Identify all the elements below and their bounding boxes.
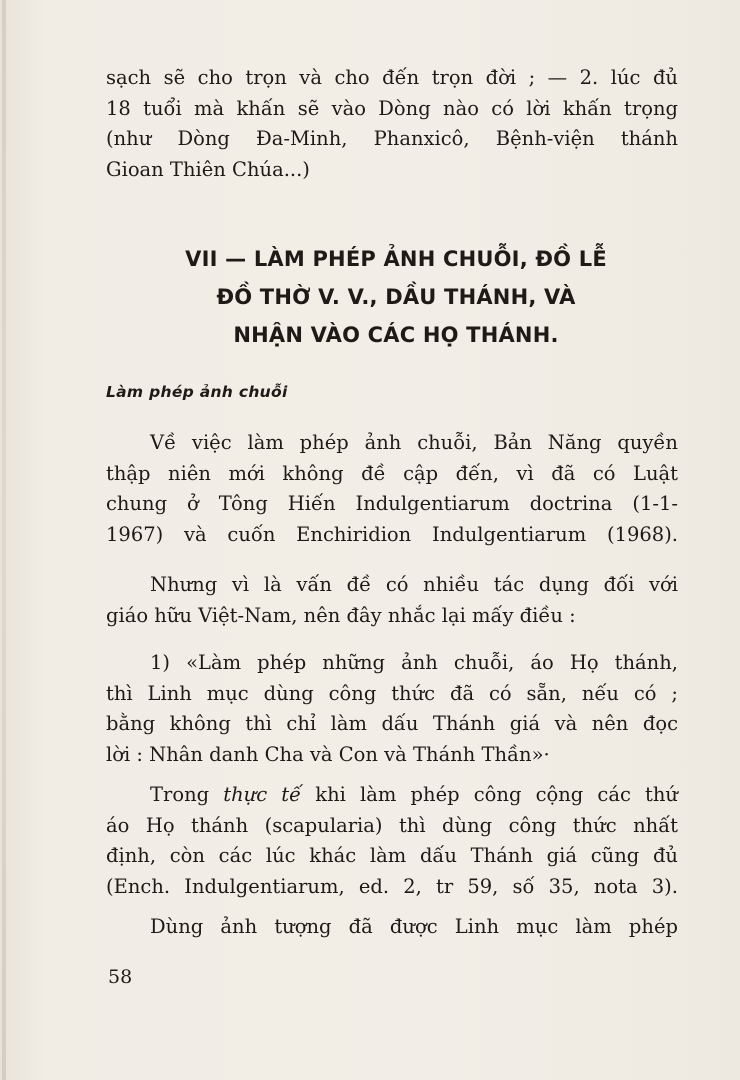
- text-line: lời : Nhân danh Cha và Con và Thánh Thần»·: [106, 742, 550, 766]
- text-line: Gioan Thiên Chúa...): [106, 157, 310, 181]
- italic-phrase: thực tế: [223, 783, 302, 806]
- text-line: định, còn các lúc khác làm dấu Thánh giá cũng đủ: [106, 844, 678, 867]
- section-heading: [106, 240, 686, 354]
- text-line: giáo hữu Việt-Nam, nên đây nhắc lại mấy điều :: [106, 603, 576, 627]
- text-line: (Ench. Indulgentiarum, ed. 2, tr 59, số 35, nota 3).: [106, 874, 678, 898]
- paragraph-3: [106, 648, 678, 770]
- text-line: Về việc làm phép ảnh chuỗi, Bản Năng quyền: [150, 431, 678, 454]
- heading-line: VII — LÀM PHÉP ẢNH CHUỖI, ĐỒ LỄ: [185, 247, 607, 271]
- text-run: khi làm phép công cộng các thứ: [301, 783, 678, 806]
- text-line: (như Dòng Đa-Minh, Phanxicô, Bệnh-viện thánh: [106, 127, 678, 150]
- page-gutter-shadow: [2, 0, 6, 1080]
- text-line: 1967) và cuốn Enchiridion Indulgentiarum (1968).: [106, 522, 678, 546]
- text-line: thập niên mới không đề cập đến, vì đã có Luật: [106, 461, 678, 485]
- text-line: thì Linh mục dùng công thức đã có sẵn, nếu có ;: [106, 681, 678, 705]
- text-line: Nhưng vì là vấn đề có nhiều tác dụng đối với: [150, 573, 678, 596]
- text-line: [106, 780, 678, 811]
- subheading: Làm phép ảnh chuỗi: [106, 383, 288, 401]
- text-line: Dùng ảnh tượng đã được Linh mục làm phép: [150, 915, 678, 938]
- text-line: áo Họ thánh (scapularia) thì dùng công thức nhất: [106, 813, 678, 837]
- paragraph-5: [106, 912, 678, 943]
- paragraph-4: [106, 780, 678, 902]
- text-line: 1) «Làm phép những ảnh chuỗi, áo Họ thánh,: [150, 651, 678, 674]
- text-line: chung ở Tông Hiến Indulgentiarum doctrina (1-1-: [106, 492, 678, 515]
- text-line: sạch sẽ cho trọn và cho đến trọn đời ; — 2. lúc đủ: [106, 66, 678, 89]
- heading-line: NHẬN VÀO CÁC HỌ THÁNH.: [233, 323, 559, 347]
- text-run: Trong: [150, 783, 224, 806]
- paragraph-1: [106, 428, 678, 550]
- intro-paragraph: [106, 63, 678, 185]
- text-line: 18 tuổi mà khấn sẽ vào Dòng nào có lời khấn trọng: [106, 96, 678, 120]
- text-line: bằng không thì chỉ làm dấu Thánh giá và nên đọc: [106, 712, 678, 735]
- heading-line: ĐỒ THỜ V. V., DẦU THÁNH, VÀ: [216, 285, 576, 309]
- page-number: 58: [108, 966, 133, 988]
- paragraph-2: [106, 570, 678, 631]
